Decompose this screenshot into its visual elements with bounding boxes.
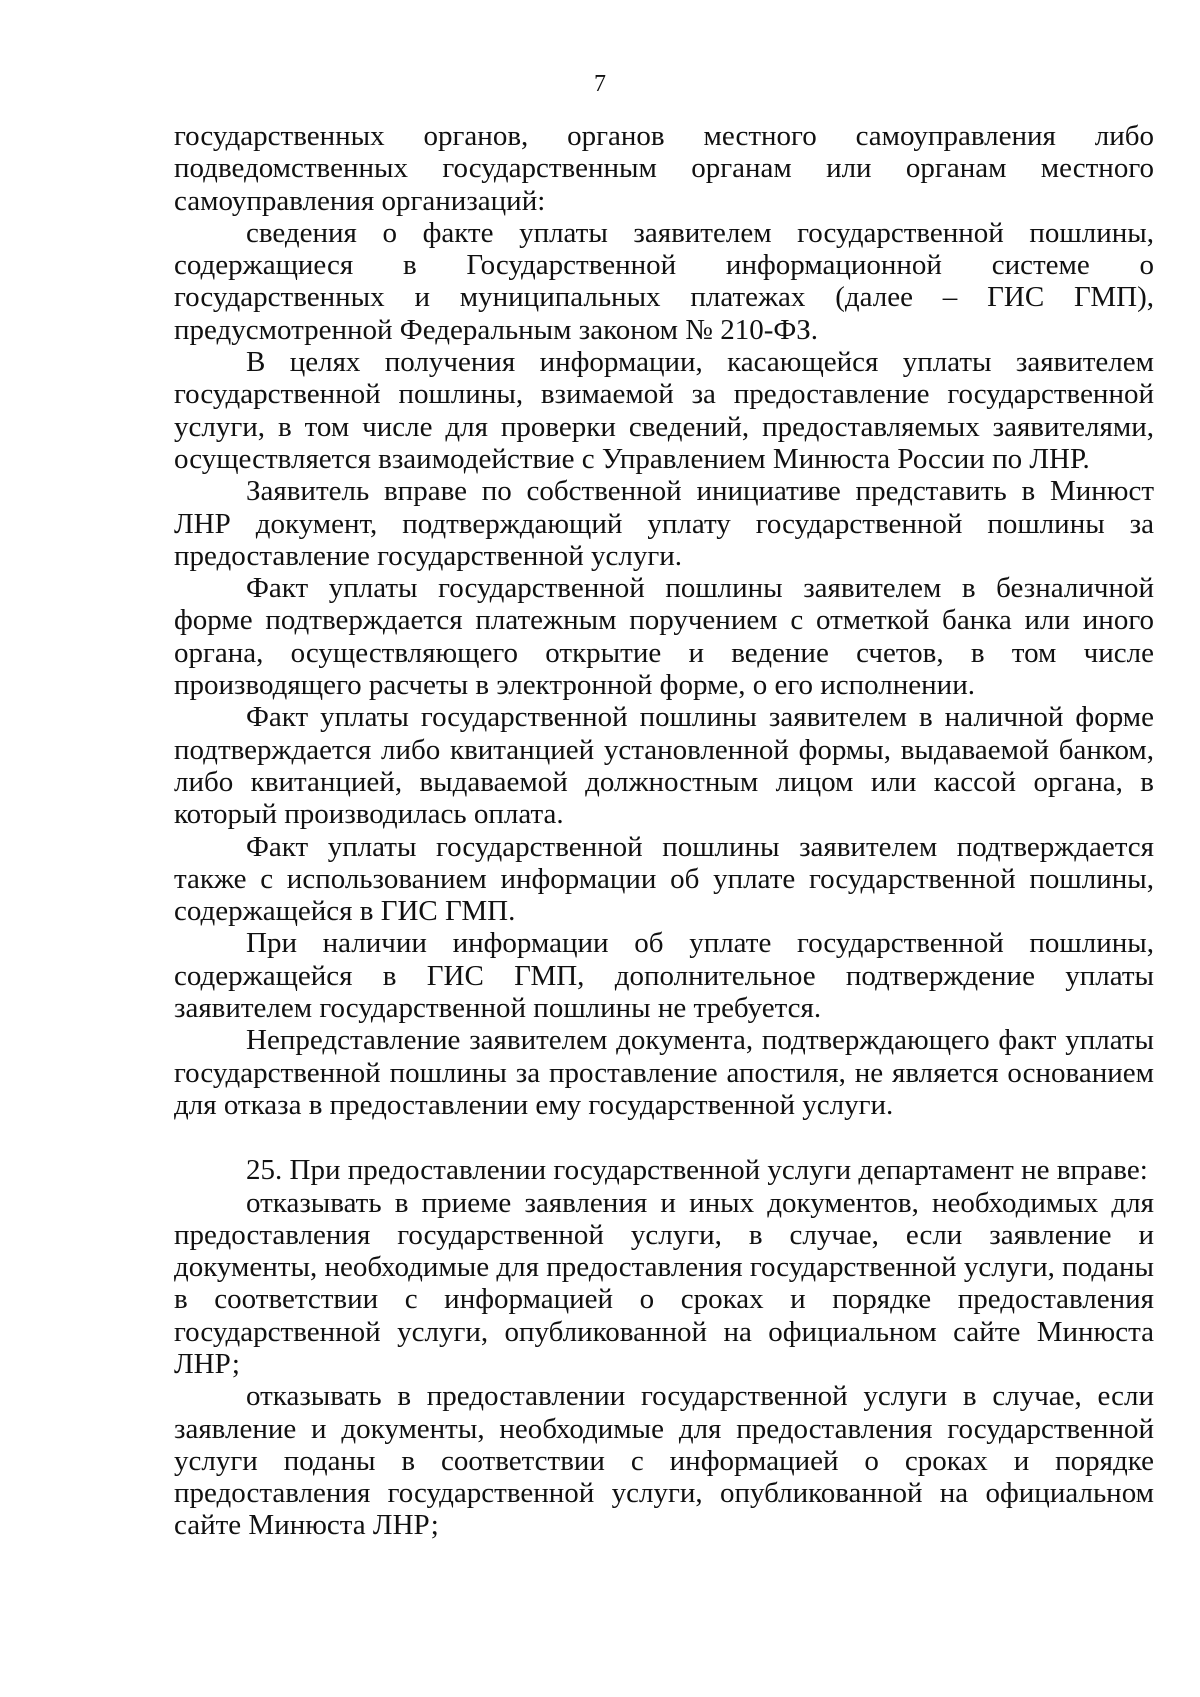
paragraph-no-additional-confirmation: При наличии информации об уплате государственной пошлины, содержащейся в ГИС ГМП, дополнительное подтверждение уплаты заявителем государственной пошлины не требуется.	[174, 927, 1154, 1025]
paragraph-continuation: государственных органов, органов местного самоуправления либо подведомственных государственным органам или органам местного самоуправления организаций:	[174, 120, 1154, 217]
paragraph-interaction-ministry: В целях получения информации, касающейся уплаты заявителем государственной пошлины, взимаемой за предоставление государственной услуги, в том числе для проверки сведений, предоставляемых заявителями, осуществляется взаимодействие с Управлением Минюста России по ЛНР.	[174, 346, 1154, 475]
paragraph-non-submission: Непредставление заявителем документа, подтверждающего факт уплаты государственной пошлины за проставление апостиля, не является основанием для отказа в предоставлении ему государственной услуги.	[174, 1024, 1154, 1121]
paragraph-payment-gis-confirmation: Факт уплаты государственной пошлины заявителем подтверждается также с использованием информации об уплате государственной пошлины, содержащейся в ГИС ГМП.	[174, 830, 1154, 928]
paragraph-cash-payment: Факт уплаты государственной пошлины заявителем в наличной форме подтверждается либо квитанцией установленной формы, выдаваемой банком, либо квитанцией, выдаваемой должностным лицом или кассой органа, в который производилась оплата.	[174, 701, 1154, 831]
paragraph-item-25: 25. При предоставлении государственной услуги департамент не вправе:	[246, 1154, 1148, 1187]
paragraph-applicant-right: Заявитель вправе по собственной инициативе представить в Минюст ЛНР документ, подтверждающий уплату государственной пошлины за предоставление государственной услуги.	[174, 475, 1154, 572]
paragraph-refuse-service: отказывать в предоставлении государственной услуги в случае, если заявление и документы, необходимые для предоставления государственной услуги поданы в соответствии с информацией о сроках и порядке предоставления государственной услуги, опубликованной на официальном сайте Минюста ЛНР;	[174, 1380, 1154, 1542]
paragraph-gis-gmp-info: сведения о факте уплаты заявителем государственной пошлины, содержащиеся в Государственной информационной системе о государственных и муниципальных платежах (далее – ГИС ГМП), предусмотренной Федеральным законом № 210-ФЗ.	[174, 216, 1154, 346]
page-number: 7	[594, 71, 606, 97]
paragraph-refuse-acceptance: отказывать в приеме заявления и иных документов, необходимых для предоставления государственной услуги, в случае, если заявление и документы, необходимые для предоставления государственной услуги, поданы в соответствии с информацией о сроках и порядке предоставления государственной услуги, опубликованной на официальном сайте Минюста ЛНР;	[174, 1186, 1154, 1380]
document-body	[174, 120, 1154, 1542]
paragraph-cashless-payment: Факт уплаты государственной пошлины заявителем в безналичной форме подтверждается платежным поручением с отметкой банка или иного органа, осуществляющего открытие и ведение счетов, в том числе производящего расчеты в электронной форме, о его исполнении.	[174, 572, 1154, 702]
